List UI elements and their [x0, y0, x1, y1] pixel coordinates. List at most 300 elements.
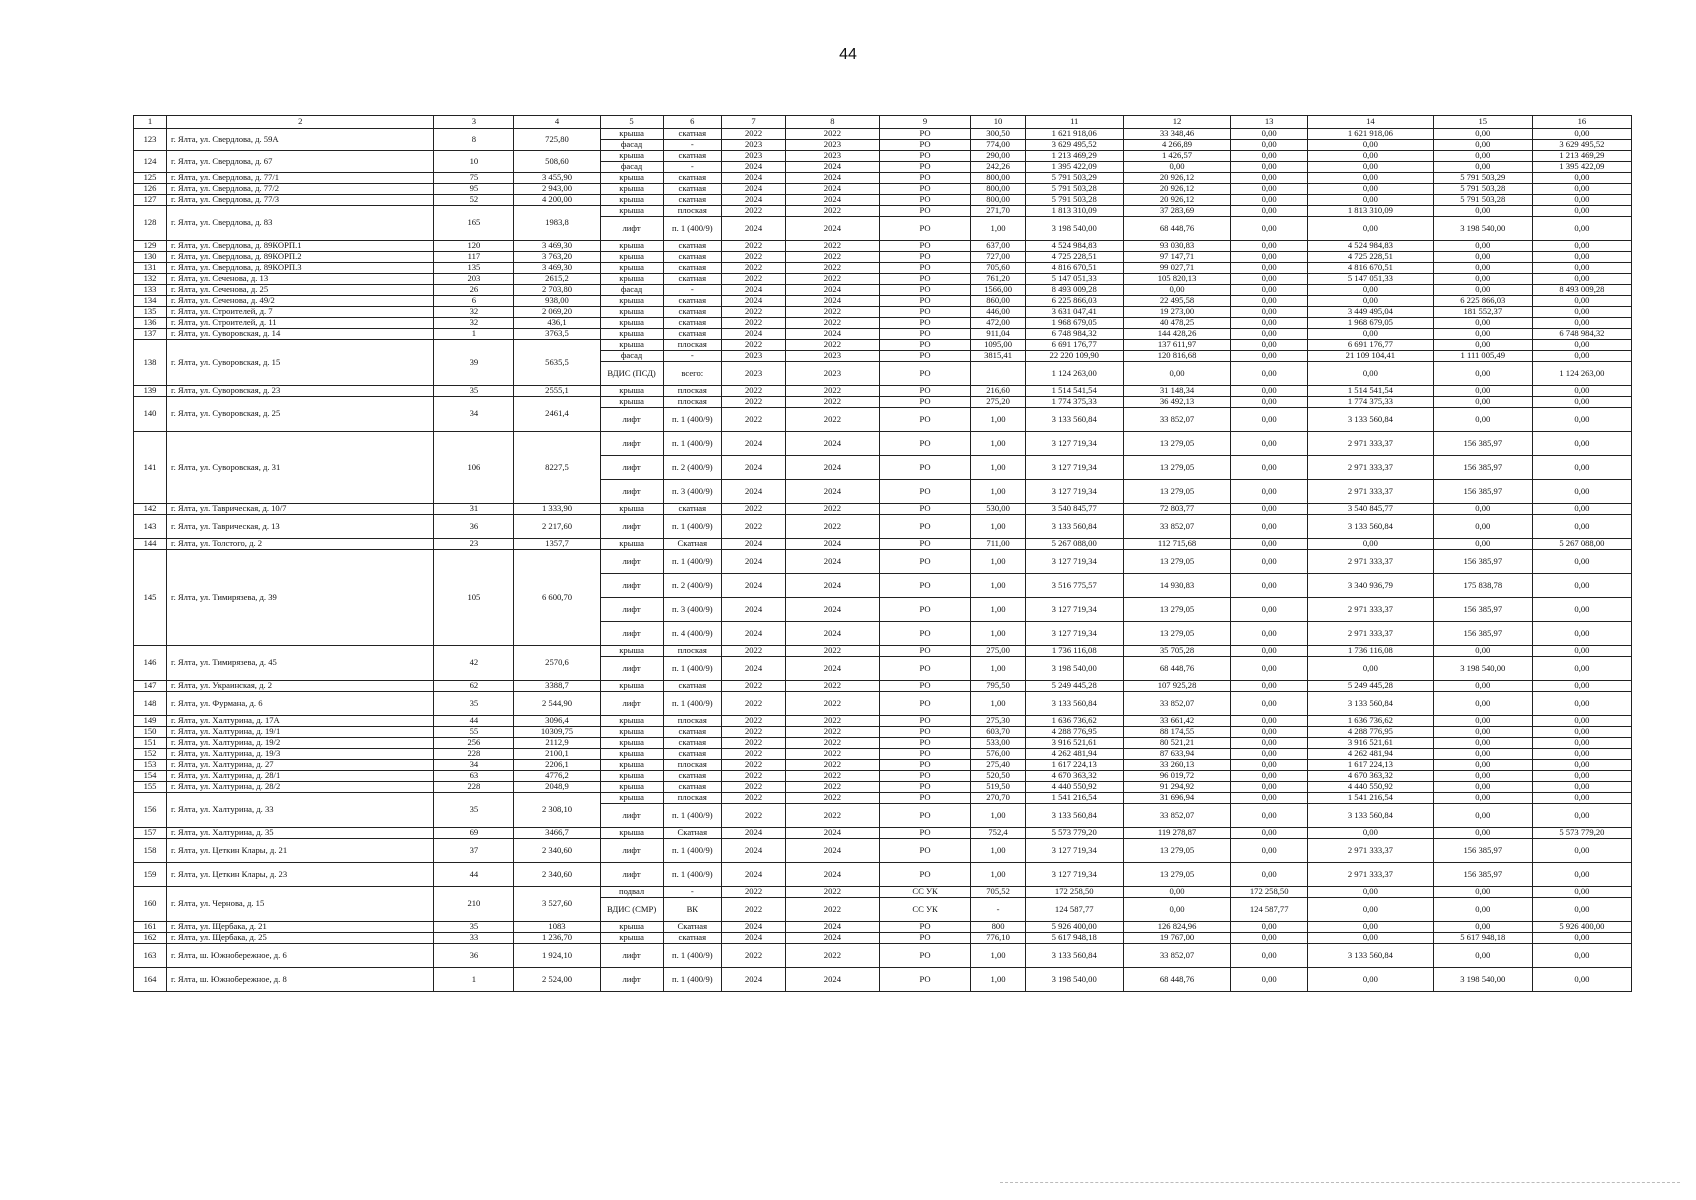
object-storeys: 63 [434, 771, 514, 782]
work-fund-2022: 4 725 228,51 [1308, 252, 1434, 263]
work-funding: РО [879, 681, 971, 692]
work-funding: РО [879, 408, 971, 432]
work-fund-2024: 0,00 [1532, 804, 1631, 828]
work-funding: РО [879, 386, 971, 397]
work-funding: РО [879, 760, 971, 771]
object-number: 141 [134, 432, 167, 504]
work-fact-year: 2023 [786, 140, 880, 151]
object-storeys: 69 [434, 828, 514, 839]
work-fund-2023: 156 385,97 [1433, 550, 1532, 574]
work-fact-year: 2022 [786, 716, 880, 727]
object-area: 3 763,20 [514, 252, 600, 263]
work-unit-cost: 33 852,07 [1123, 944, 1231, 968]
register-row [134, 129, 1632, 140]
work-total-cost: 3 127 719,34 [1025, 480, 1123, 504]
work-total-cost: 3 127 719,34 [1025, 550, 1123, 574]
work-owners-funds: 0,00 [1231, 738, 1308, 749]
column-number-4: 4 [514, 116, 600, 129]
work-unit-cost: 22 495,58 [1123, 296, 1231, 307]
work-fund-2024: 0,00 [1532, 173, 1631, 184]
work-fund-2022: 3 340 936,79 [1308, 574, 1434, 598]
object-number: 138 [134, 340, 167, 386]
work-element-type: п. 1 (400/9) [663, 839, 722, 863]
work-element: крыша [600, 296, 663, 307]
object-number: 124 [134, 151, 167, 173]
work-element-type: п. 1 (400/9) [663, 657, 722, 681]
register-row [134, 782, 1632, 793]
register-row [134, 738, 1632, 749]
work-plan-year: 2022 [722, 318, 786, 329]
work-element: крыша [600, 340, 663, 351]
register-body [134, 116, 1632, 992]
work-fund-2022: 2 971 333,37 [1308, 622, 1434, 646]
work-plan-year: 2022 [722, 716, 786, 727]
work-element: крыша [600, 206, 663, 217]
work-unit-cost: 40 478,25 [1123, 318, 1231, 329]
object-storeys: 95 [434, 184, 514, 195]
work-total-cost: 1 213 469,29 [1025, 151, 1123, 162]
work-funding: РО [879, 217, 971, 241]
work-fund-2024: 0,00 [1532, 217, 1631, 241]
work-fund-2022: 3 133 560,84 [1308, 944, 1434, 968]
object-area: 2 703,80 [514, 285, 600, 296]
work-owners-funds: 0,00 [1231, 480, 1308, 504]
work-fund-2023: 156 385,97 [1433, 432, 1532, 456]
work-element: крыша [600, 195, 663, 206]
work-fund-2024: 0,00 [1532, 793, 1631, 804]
work-plan-year: 2022 [722, 307, 786, 318]
object-area: 2 943,00 [514, 184, 600, 195]
work-plan-year: 2022 [722, 397, 786, 408]
work-fund-2024: 0,00 [1532, 646, 1631, 657]
object-storeys: 106 [434, 432, 514, 504]
work-fund-2022: 0,00 [1308, 968, 1434, 992]
object-number: 137 [134, 329, 167, 340]
work-element-type: скатная [663, 184, 722, 195]
work-fund-2023: 156 385,97 [1433, 839, 1532, 863]
work-unit-cost: 99 027,71 [1123, 263, 1231, 274]
work-unit-cost: 33 260,13 [1123, 760, 1231, 771]
work-owners-funds: 0,00 [1231, 622, 1308, 646]
work-volume: 1,00 [971, 622, 1025, 646]
work-volume: 275,40 [971, 760, 1025, 771]
work-element-type: скатная [663, 274, 722, 285]
work-fund-2023: 0,00 [1433, 263, 1532, 274]
work-volume: 520,50 [971, 771, 1025, 782]
work-total-cost: 3 198 540,00 [1025, 217, 1123, 241]
work-fund-2023: 181 552,37 [1433, 307, 1532, 318]
work-funding: РО [879, 749, 971, 760]
work-volume: 1,00 [971, 839, 1025, 863]
register-row [134, 340, 1632, 351]
work-fund-2023: 0,00 [1433, 760, 1532, 771]
work-fund-2023: 0,00 [1433, 515, 1532, 539]
work-plan-year: 2024 [722, 598, 786, 622]
work-plan-year: 2024 [722, 922, 786, 933]
work-fund-2024: 0,00 [1532, 681, 1631, 692]
work-plan-year: 2024 [722, 456, 786, 480]
work-volume: 275,30 [971, 716, 1025, 727]
column-number-6: 6 [663, 116, 722, 129]
work-owners-funds: 0,00 [1231, 539, 1308, 550]
work-element: крыша [600, 184, 663, 195]
work-plan-year: 2024 [722, 657, 786, 681]
work-total-cost: 4 725 228,51 [1025, 252, 1123, 263]
work-volume: 727,00 [971, 252, 1025, 263]
object-storeys: 42 [434, 646, 514, 681]
work-total-cost: 4 524 984,83 [1025, 241, 1123, 252]
work-volume: 275,20 [971, 397, 1025, 408]
work-total-cost: 1 514 541,54 [1025, 386, 1123, 397]
object-address: г. Ялта, ул. Халтурина, д. 19/1 [167, 727, 434, 738]
register-row [134, 184, 1632, 195]
work-owners-funds: 0,00 [1231, 727, 1308, 738]
work-element-type: плоская [663, 397, 722, 408]
work-fund-2024: 0,00 [1532, 550, 1631, 574]
work-fund-2024: 0,00 [1532, 307, 1631, 318]
work-element: крыша [600, 922, 663, 933]
page-number: 44 [839, 46, 857, 63]
work-fund-2022: 3 133 560,84 [1308, 692, 1434, 716]
work-plan-year: 2024 [722, 933, 786, 944]
work-element-type: - [663, 887, 722, 898]
work-funding: РО [879, 480, 971, 504]
work-fund-2023: 0,00 [1433, 828, 1532, 839]
object-address: г. Ялта, ул. Халтурина, д. 33 [167, 793, 434, 828]
work-fact-year: 2022 [786, 738, 880, 749]
object-area: 2 524,00 [514, 968, 600, 992]
object-area: 4776,2 [514, 771, 600, 782]
work-owners-funds: 0,00 [1231, 933, 1308, 944]
work-funding: СС УК [879, 898, 971, 922]
work-element: крыша [600, 274, 663, 285]
object-area: 1 333,90 [514, 504, 600, 515]
register-row [134, 173, 1632, 184]
object-area: 3096,4 [514, 716, 600, 727]
work-fund-2023: 5 791 503,28 [1433, 184, 1532, 195]
object-storeys: 26 [434, 285, 514, 296]
work-plan-year: 2022 [722, 771, 786, 782]
work-total-cost: 6 225 866,03 [1025, 296, 1123, 307]
work-owners-funds: 0,00 [1231, 839, 1308, 863]
column-number-2: 2 [167, 116, 434, 129]
object-storeys: 37 [434, 839, 514, 863]
work-total-cost: 3 127 719,34 [1025, 456, 1123, 480]
register-row [134, 206, 1632, 217]
object-storeys: 1 [434, 329, 514, 340]
work-unit-cost: 107 925,28 [1123, 681, 1231, 692]
object-address: г. Ялта, ул. Халтурина, д. 35 [167, 828, 434, 839]
bottom-scan-line [1000, 1182, 1680, 1183]
object-number: 127 [134, 195, 167, 206]
work-element: крыша [600, 933, 663, 944]
object-address: г. Ялта, ул. Суворовская, д. 14 [167, 329, 434, 340]
work-unit-cost: 0,00 [1123, 887, 1231, 898]
work-volume: 761,20 [971, 274, 1025, 285]
work-fund-2023: 0,00 [1433, 727, 1532, 738]
work-element-type: плоская [663, 206, 722, 217]
register-row [134, 386, 1632, 397]
object-area: 2570,6 [514, 646, 600, 681]
work-fact-year: 2024 [786, 828, 880, 839]
work-element: крыша [600, 263, 663, 274]
work-funding: РО [879, 206, 971, 217]
work-total-cost: 8 493 009,28 [1025, 285, 1123, 296]
work-fund-2024: 5 573 779,20 [1532, 828, 1631, 839]
work-plan-year: 2022 [722, 241, 786, 252]
work-funding: РО [879, 839, 971, 863]
work-volume: 271,70 [971, 206, 1025, 217]
work-fund-2022: 4 440 550,92 [1308, 782, 1434, 793]
work-volume: 776,10 [971, 933, 1025, 944]
work-plan-year: 2022 [722, 340, 786, 351]
object-number: 132 [134, 274, 167, 285]
work-plan-year: 2022 [722, 515, 786, 539]
work-fund-2022: 3 916 521,61 [1308, 738, 1434, 749]
work-unit-cost: 14 930,83 [1123, 574, 1231, 598]
work-fund-2024: 0,00 [1532, 657, 1631, 681]
work-owners-funds: 0,00 [1231, 515, 1308, 539]
work-owners-funds: 0,00 [1231, 782, 1308, 793]
work-unit-cost: 13 279,05 [1123, 550, 1231, 574]
work-unit-cost: 68 448,76 [1123, 657, 1231, 681]
work-total-cost: 1 621 918,06 [1025, 129, 1123, 140]
work-unit-cost: 33 348,46 [1123, 129, 1231, 140]
work-element: лифт [600, 839, 663, 863]
work-unit-cost: 13 279,05 [1123, 432, 1231, 456]
work-total-cost: 5 249 445,28 [1025, 681, 1123, 692]
object-number: 149 [134, 716, 167, 727]
object-area: 1 924,10 [514, 944, 600, 968]
object-storeys: 36 [434, 515, 514, 539]
work-fund-2024: 0,00 [1532, 933, 1631, 944]
object-number: 134 [134, 296, 167, 307]
work-unit-cost: 19 767,00 [1123, 933, 1231, 944]
work-funding: РО [879, 692, 971, 716]
work-fact-year: 2023 [786, 362, 880, 386]
object-address: г. Ялта, ул. Халтурина, д. 27 [167, 760, 434, 771]
work-fund-2022: 3 133 560,84 [1308, 408, 1434, 432]
object-area: 508,60 [514, 151, 600, 173]
work-fund-2022: 1 774 375,33 [1308, 397, 1434, 408]
work-total-cost: 3 127 719,34 [1025, 598, 1123, 622]
object-storeys: 10 [434, 151, 514, 173]
work-fund-2022: 2 971 333,37 [1308, 456, 1434, 480]
work-fact-year: 2024 [786, 184, 880, 195]
object-area: 3763,5 [514, 329, 600, 340]
object-address: г. Ялта, ул. Халтурина, д. 17А [167, 716, 434, 727]
work-fund-2023: 0,00 [1433, 397, 1532, 408]
work-funding: РО [879, 828, 971, 839]
work-element: крыша [600, 318, 663, 329]
object-number: 153 [134, 760, 167, 771]
work-owners-funds: 0,00 [1231, 263, 1308, 274]
work-fund-2023: 0,00 [1433, 716, 1532, 727]
object-number: 142 [134, 504, 167, 515]
work-element-type: скатная [663, 504, 722, 515]
register-row [134, 749, 1632, 760]
work-unit-cost: 120 816,68 [1123, 351, 1231, 362]
work-fund-2024: 0,00 [1532, 944, 1631, 968]
work-fact-year: 2023 [786, 151, 880, 162]
work-fund-2024: 0,00 [1532, 274, 1631, 285]
object-area: 4 200,00 [514, 195, 600, 206]
work-fund-2024: 0,00 [1532, 771, 1631, 782]
work-fund-2023: 0,00 [1433, 140, 1532, 151]
object-address: г. Ялта, ул. Свердлова, д. 67 [167, 151, 434, 173]
work-fact-year: 2024 [786, 296, 880, 307]
work-funding: РО [879, 263, 971, 274]
work-unit-cost: 33 852,07 [1123, 692, 1231, 716]
work-volume: 1,00 [971, 692, 1025, 716]
work-fund-2022: 4 670 363,32 [1308, 771, 1434, 782]
work-total-cost: 3 133 560,84 [1025, 944, 1123, 968]
work-unit-cost: 97 147,71 [1123, 252, 1231, 263]
work-fund-2023: 0,00 [1433, 318, 1532, 329]
object-address: г. Ялта, ул. Сеченова, д. 13 [167, 274, 434, 285]
work-fund-2023: 0,00 [1433, 241, 1532, 252]
work-fund-2024: 0,00 [1532, 351, 1631, 362]
work-total-cost: 3 916 521,61 [1025, 738, 1123, 749]
work-plan-year: 2024 [722, 162, 786, 173]
object-address: г. Ялта, ул. Свердлова, д. 83 [167, 206, 434, 241]
work-owners-funds: 0,00 [1231, 274, 1308, 285]
object-area: 2 308,10 [514, 793, 600, 828]
work-owners-funds: 0,00 [1231, 386, 1308, 397]
work-unit-cost: 13 279,05 [1123, 598, 1231, 622]
object-storeys: 117 [434, 252, 514, 263]
object-area: 10309,75 [514, 727, 600, 738]
work-fund-2024: 0,00 [1532, 898, 1631, 922]
object-address: г. Ялта, ул. Халтурина, д. 28/2 [167, 782, 434, 793]
work-fund-2023: 0,00 [1433, 252, 1532, 263]
work-element: лифт [600, 408, 663, 432]
work-total-cost: 3 127 719,34 [1025, 839, 1123, 863]
work-total-cost: 22 220 109,90 [1025, 351, 1123, 362]
work-element: крыша [600, 397, 663, 408]
work-volume: 1,00 [971, 804, 1025, 828]
object-storeys: 8 [434, 129, 514, 151]
work-plan-year: 2023 [722, 362, 786, 386]
work-volume: 774,00 [971, 140, 1025, 151]
work-fund-2022: 5 147 051,33 [1308, 274, 1434, 285]
work-total-cost: 5 791 503,28 [1025, 195, 1123, 206]
work-unit-cost: 20 926,12 [1123, 195, 1231, 206]
work-funding: РО [879, 968, 971, 992]
work-fund-2023: 3 198 540,00 [1433, 657, 1532, 681]
object-storeys: 52 [434, 195, 514, 206]
work-plan-year: 2022 [722, 206, 786, 217]
object-storeys: 32 [434, 307, 514, 318]
work-fund-2022: 4 288 776,95 [1308, 727, 1434, 738]
column-number-10: 10 [971, 116, 1025, 129]
work-funding: РО [879, 397, 971, 408]
work-fact-year: 2022 [786, 771, 880, 782]
register-row [134, 828, 1632, 839]
work-element-type: п. 2 (400/9) [663, 456, 722, 480]
work-plan-year: 2023 [722, 151, 786, 162]
work-volume: 1,00 [971, 968, 1025, 992]
column-number-16: 16 [1532, 116, 1631, 129]
work-fact-year: 2022 [786, 307, 880, 318]
work-plan-year: 2024 [722, 574, 786, 598]
object-area: 1983,8 [514, 206, 600, 241]
work-total-cost: 3 133 560,84 [1025, 692, 1123, 716]
work-fact-year: 2024 [786, 657, 880, 681]
work-funding: РО [879, 944, 971, 968]
work-fact-year: 2022 [786, 646, 880, 657]
work-volume: 1,00 [971, 657, 1025, 681]
work-fund-2023: 1 111 005,49 [1433, 351, 1532, 362]
work-element-type: скатная [663, 151, 722, 162]
work-fund-2023: 5 791 503,29 [1433, 173, 1532, 184]
work-unit-cost: 126 824,96 [1123, 922, 1231, 933]
work-funding: РО [879, 539, 971, 550]
work-plan-year: 2022 [722, 386, 786, 397]
object-storeys: 210 [434, 887, 514, 922]
work-total-cost: 5 573 779,20 [1025, 828, 1123, 839]
work-fund-2024: 0,00 [1532, 408, 1631, 432]
work-total-cost: 6 691 176,77 [1025, 340, 1123, 351]
register-row [134, 793, 1632, 804]
object-number: 143 [134, 515, 167, 539]
work-fund-2024: 0,00 [1532, 749, 1631, 760]
object-address: г. Ялта, ул. Таврическая, д. 13 [167, 515, 434, 539]
work-element: ВДИС (ПСД) [600, 362, 663, 386]
work-plan-year: 2022 [722, 681, 786, 692]
work-element-type: скатная [663, 129, 722, 140]
work-total-cost: 4 440 550,92 [1025, 782, 1123, 793]
object-number: 146 [134, 646, 167, 681]
work-total-cost: 5 791 503,29 [1025, 173, 1123, 184]
object-area: 2 340,60 [514, 863, 600, 887]
column-number-8: 8 [786, 116, 880, 129]
work-owners-funds: 0,00 [1231, 252, 1308, 263]
object-storeys: 34 [434, 397, 514, 432]
work-owners-funds: 0,00 [1231, 863, 1308, 887]
work-fund-2023: 0,00 [1433, 329, 1532, 340]
work-fund-2024: 0,00 [1532, 598, 1631, 622]
work-fund-2024: 0,00 [1532, 206, 1631, 217]
work-element-type: скатная [663, 173, 722, 184]
work-unit-cost: 13 279,05 [1123, 839, 1231, 863]
work-fund-2023: 0,00 [1433, 898, 1532, 922]
register-row [134, 550, 1632, 574]
work-volume: 800 [971, 922, 1025, 933]
register-row [134, 515, 1632, 539]
work-element-type: ВК [663, 898, 722, 922]
object-address: г. Ялта, ул. Сеченова, д. 25 [167, 285, 434, 296]
work-owners-funds: 0,00 [1231, 217, 1308, 241]
work-element: крыша [600, 386, 663, 397]
work-fund-2023: 0,00 [1433, 504, 1532, 515]
work-fund-2023: 156 385,97 [1433, 622, 1532, 646]
work-element-type: скатная [663, 771, 722, 782]
register-row [134, 539, 1632, 550]
object-area: 2 069,20 [514, 307, 600, 318]
work-element: крыша [600, 539, 663, 550]
work-fact-year: 2024 [786, 622, 880, 646]
work-fund-2022: 3 133 560,84 [1308, 515, 1434, 539]
work-element: крыша [600, 716, 663, 727]
work-plan-year: 2024 [722, 184, 786, 195]
work-total-cost: 5 617 948,18 [1025, 933, 1123, 944]
work-unit-cost: 31 696,94 [1123, 793, 1231, 804]
work-owners-funds: 0,00 [1231, 241, 1308, 252]
register-row [134, 771, 1632, 782]
register-row [134, 863, 1632, 887]
work-element-type: скатная [663, 195, 722, 206]
